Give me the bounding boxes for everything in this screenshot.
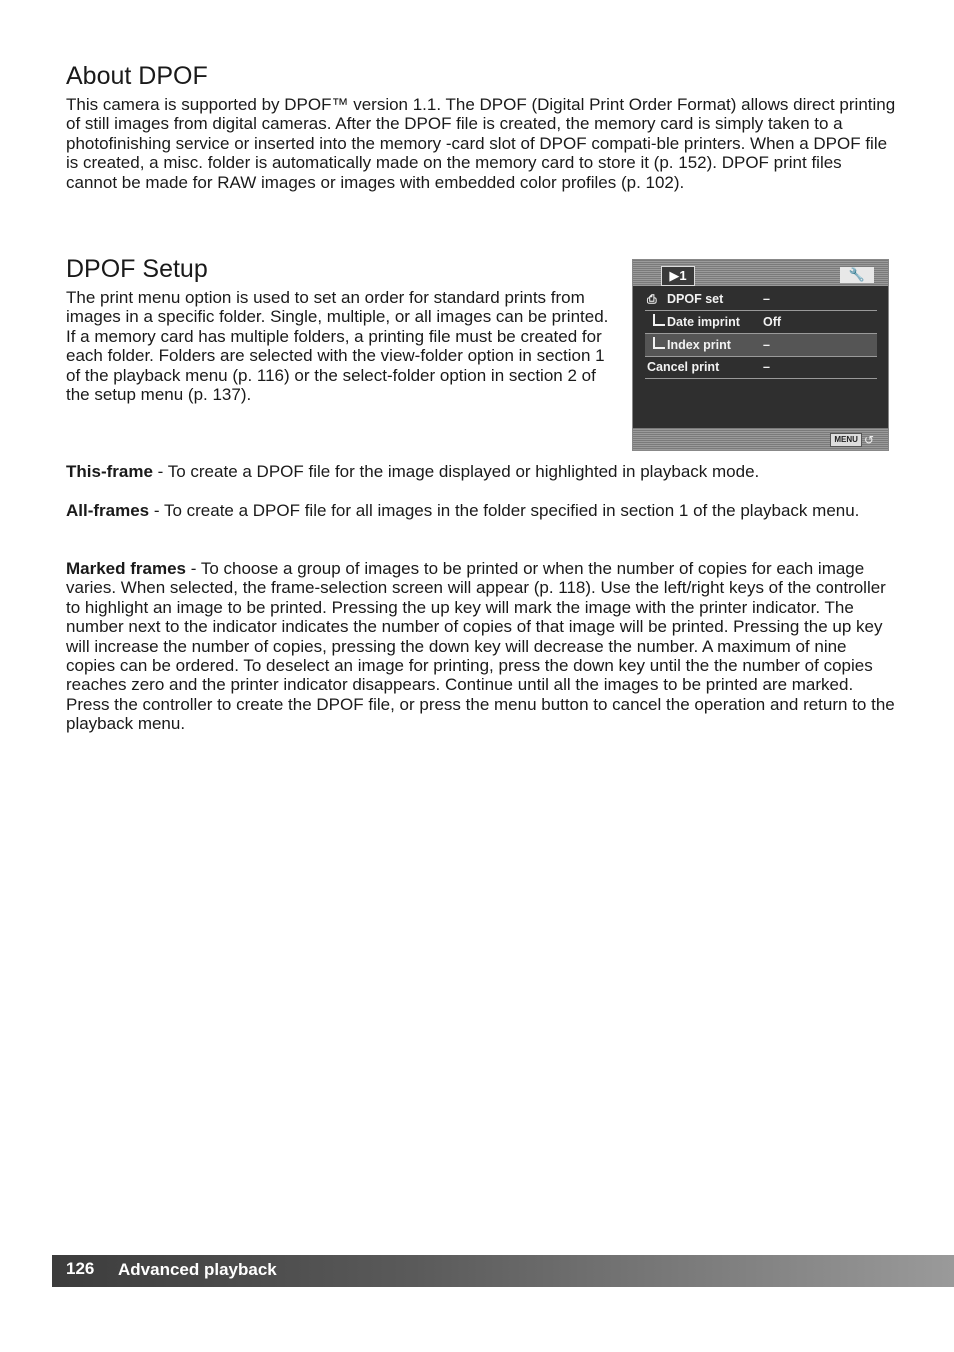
wrench-icon: 🔧 [848,267,866,282]
menu-row-date-imprint[interactable] [645,311,877,334]
option-marked-frames [66,559,896,734]
option-description: - To choose a group of images to be printed or when the number of copies for each image varies. When selected, the frame-selection screen will appear (p. 118). Use the left/right keys of the controller to highlight an image to be printed. Pressing the up key will mark the image with the printer indicator. The number next to the indicator indicates the number of copies of that image will be printed. Pressing the up key will increase the number of copies, pressing the down key will decrease the number. A maximum of nine copies can be ordered. To deselect an image for printing, press the down key until the the number of copies reaches zero and the printer indicator disappears. Continue until all the images to be printed are marked. Press the controller to create the DPOF file, or press the menu button to cancel the operation and return to the playback menu. [66,559,895,734]
about-paragraph: This camera is supported by DPOF™ version 1.1. The DPOF (Digital Print Order Format) allows direct printing of still images from digital cameras. After the DPOF file is created, the memory card is simply taken to a photofinishing service or inserted into the memory -card slot of DPOF compati-ble printers. When a DPOF file is created, a misc. folder is automatically made on the memory card to store it (p. 152). DPOF print files cannot be made for RAW images or images with embedded color profiles (p. 102). [66,95,896,192]
printer-icon: ⎙ [647,292,657,306]
setup-paragraph: The print menu option is used to set an order for standard prints from images in a specific folder. Single, multiple, or all images can be printed. If a memory card has multiple folders, a printing file must be created for each folder. Folders are selected with the view-folder option in section 1 of the playback menu (p. 116) or the select-folder option in section 2 of the setup menu (p. 137). [66,288,609,405]
menu-row-index-print[interactable] [645,334,877,357]
setup-tab[interactable] [840,267,874,283]
menu-label: MENU [830,433,862,447]
submenu-corner-icon [653,337,665,349]
option-term: All-frames [66,501,150,520]
option-description: - To create a DPOF file for the image displayed or highlighted in playback mode. [152,462,760,481]
menu-row-cancel-print[interactable] [645,356,877,379]
option-description: - To create a DPOF file for all images in the folder specified in section 1 of the playback menu. [149,501,860,520]
page-number: 126 [66,1259,95,1278]
menu-row-label: DPOF set [667,292,724,306]
menu-row-value: – [763,360,770,374]
submenu-corner-icon [653,314,665,326]
option-all-frames [66,501,896,520]
menu-row-value: Off [763,315,782,329]
option-this-frame [66,462,896,481]
setup-heading: DPOF Setup [66,255,208,283]
option-term: Marked frames [66,559,187,578]
tab-number: 1 [679,268,687,283]
return-icon: ↺ [863,433,874,447]
playback-icon: ▶ [669,268,680,283]
section-title: Advanced playback [118,1260,277,1279]
menu-row-value: – [763,338,770,352]
playback-tab-1[interactable] [661,266,695,286]
page-footer [52,1255,954,1287]
about-heading: About DPOF [66,62,208,90]
menu-row-value: – [763,292,770,306]
menu-row-label: Date imprint [667,315,740,329]
menu-return-button[interactable] [830,433,874,447]
menu-row-dpof-set[interactable] [645,288,877,311]
menu-row-label: Index print [667,338,731,352]
camera-menu-screen [632,259,889,451]
option-term: This-frame [66,462,153,481]
menu-row-label: Cancel print [647,360,720,374]
